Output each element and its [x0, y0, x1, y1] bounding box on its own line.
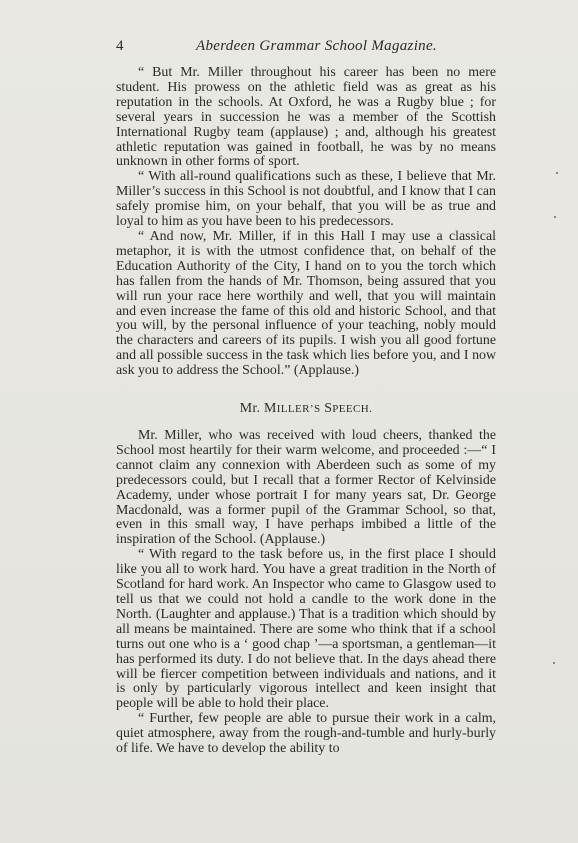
- running-title: Aberdeen Grammar School Magazine.: [196, 38, 437, 54]
- paragraph: “ With all-round qualifications such as these, I believe that Mr. Miller’s success in this School is not doubtful, and I know that I can safely promise him, on your behalf, that you will be as true and loyal to him as you have been to his predecessors.: [116, 169, 496, 230]
- page-number: 4: [116, 38, 124, 54]
- paragraph: “ With regard to the task before us, in the first place I should like you all to work hard. You have a great tradition in the North of Scotland for hard work. An Inspector who came to Glasgow used to tell us that we could not hold a candle to the work done in the North. (Laughter and applause.) That is a tradition which should by all means be maintained. There are some who think that if a school turns out one who is a ‘ good chap ’—a sportsman, a gentleman—it has performed its duty. I do not believe that. In the days ahead there will be fiercer competition between individuals and nations, and it is only by particularly vigorous intellect and keen insight that people will be able to hold their place.: [116, 547, 496, 712]
- paper-speck: [553, 662, 555, 664]
- paragraph: “ Further, few people are able to pursue their work in a calm, quiet atmosphere, away from the rough-and-tumble and hurly-burly of life. We have to develop the ability to: [116, 711, 496, 757]
- paper-speck: [556, 172, 558, 174]
- paragraph: “ And now, Mr. Miller, if in this Hall I may use a classical metaphor, it is with the utmost confidence that, on behalf of the Education Authority of the City, I hand on to you the torch which has fallen from the hands of Mr. Thomson, being assured that you will run your race here worthily and well, that you will maintain and even increase the fame of this old and historic School, and that you will, by the personal influence of your teaching, nobly mould the characters and careers of its pupils. I wish you all good fortune and all possible success in the task which lies before you, and I now ask you to address the School.” (Applause.): [116, 228, 496, 379]
- paragraph: “ But Mr. Miller throughout his career has been no mere student. His prowess on the athletic field was as great as his reputation in the schools. At Oxford, he was a Rugby blue ; for several years in succession he was a member of the Scottish International Rugby team (applause) ; and, although his greatest athletic reputation was gained in football, he was by no means unknown in other forms of sport.: [116, 65, 496, 170]
- article-body: [116, 66, 496, 757]
- paragraph: Mr. Miller, who was received with loud cheers, thanked the School most heartily for their warm welcome, and proceeded :—“ I cannot claim any connexion with Aberdeen such as some of my predecessors could, but I recall that a former Rector of Kelvinside Academy, under whose portrait I for many years sat, Dr. George Macdonald, was a former pupil of the Grammar School, so that, even in this small way, I have perhaps imbibed a little of the inspiration of the School. (Applause.): [116, 428, 496, 548]
- section-heading: Mr. MILLER’S SPEECH.: [239, 401, 373, 417]
- paper-speck: [554, 216, 556, 218]
- page-header: [116, 38, 496, 58]
